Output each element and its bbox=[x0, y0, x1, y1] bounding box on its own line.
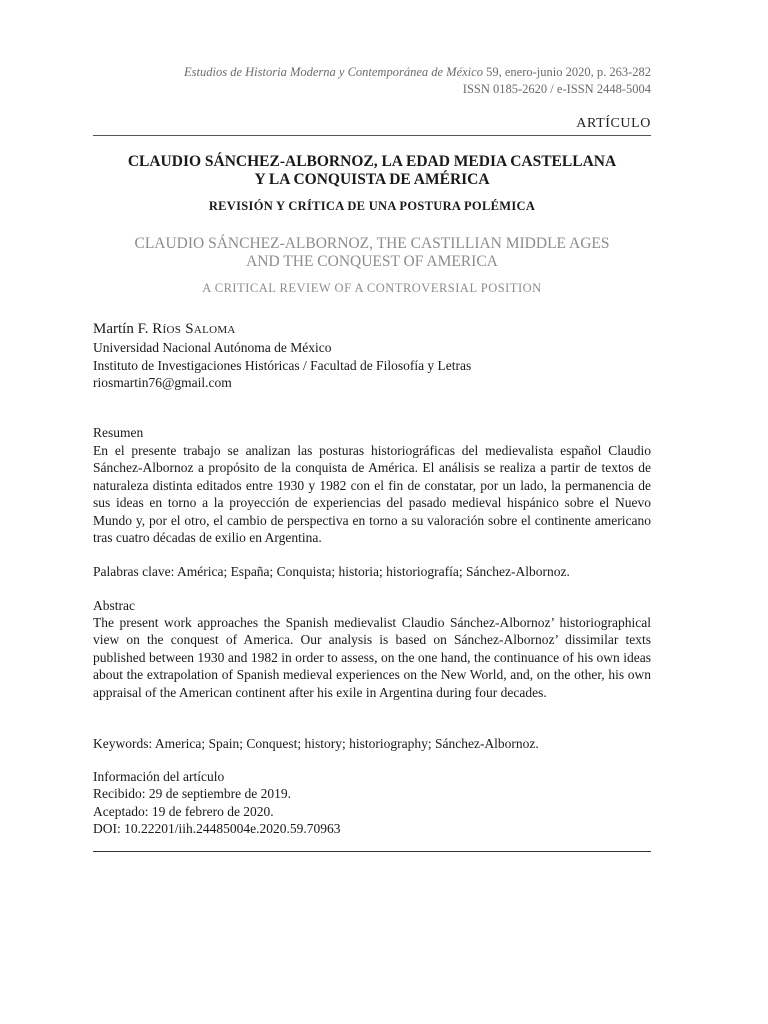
journal-citation-line bbox=[184, 64, 651, 81]
doi: DOI: 10.22201/iih.24485004e.2020.59.70963 bbox=[93, 821, 341, 837]
spanish-title-line-2: Y LA CONQUISTA DE AMÉRICA bbox=[254, 171, 490, 188]
journal-issn: ISSN 0185-2620 / e-ISSN 2448-5004 bbox=[462, 82, 651, 96]
section-label: ARTÍCULO bbox=[576, 116, 651, 131]
palabras-clave: Palabras clave: América; España; Conquista; historia; historiografía; Sánchez-Albornoz. bbox=[93, 564, 570, 579]
abstract-text: The present work approaches the Spanish medievalist Claudio Sánchez-Albornoz’ historiographical view on the conquest of America. Our analysis is based on Sánchez-Albornoz’ dissimilar texts published between 1930 and 1982 in order to assess, on the one hand, the continuance of his own ideas about the extrapolation of Spanish medieval experiences on the New World, and, on the other, his own appraisal of the American continent after his exile in Argentina during four decades. bbox=[93, 615, 651, 700]
resumen-text: En el presente trabajo se analizan las posturas historiográficas del medievalista español Claudio Sánchez-Albornoz a propósito de la conquista de América. El análisis se realiza a partir de textos de naturaleza distinta editados entre 1930 y 1982 con el fin de constatar, por un lado, la permanencia de sus ideas en torno a la proyección de experiencias del pasado medieval hispánico sobre el Nuevo Mundo y, por el otro, el cambio de perspectiva en torno a su valoración sobre el continente americano tras cuatro décadas de exilio en Argentina. bbox=[93, 443, 651, 546]
author-email: riosmartin76@gmail.com bbox=[93, 375, 232, 390]
article-info bbox=[93, 768, 651, 838]
spanish-title-line-1: CLAUDIO SÁNCHEZ-ALBORNOZ, LA EDAD MEDIA CASTELLANA bbox=[127, 153, 617, 170]
resumen-heading: Resumen bbox=[93, 425, 144, 440]
journal-header bbox=[184, 64, 651, 98]
author-surname: Ríos Saloma bbox=[152, 321, 236, 337]
journal-name: Estudios de Historia Moderna y Contemporánea de México bbox=[184, 65, 483, 79]
accepted-date: Aceptado: 19 de febrero de 2020. bbox=[93, 803, 274, 819]
english-subtitle: A CRITICAL REVIEW OF A CONTROVERSIAL POSITION bbox=[202, 281, 542, 295]
author-affiliation-institute: Instituto de Investigaciones Históricas / Facultad de Filosofía y Letras bbox=[93, 357, 472, 373]
footer-divider bbox=[93, 851, 651, 852]
spanish-subtitle: REVISIÓN Y CRÍTICA DE UNA POSTURA POLÉMICA bbox=[208, 199, 536, 213]
english-title-line-2: AND THE CONQUEST OF AMERICA bbox=[246, 253, 498, 270]
spanish-title bbox=[93, 153, 651, 189]
keywords: Keywords: America; Spain; Conquest; history; historiography; Sánchez-Albornoz. bbox=[93, 736, 539, 751]
author-block bbox=[93, 319, 651, 392]
article-info-heading: Información del artículo bbox=[93, 769, 225, 784]
author-affiliation-university: Universidad Nacional Autónoma de México bbox=[93, 340, 332, 355]
abstract-heading: Abstrac bbox=[93, 598, 135, 613]
author-given-name: Martín F. bbox=[93, 321, 153, 337]
english-title bbox=[93, 235, 651, 271]
author-name bbox=[93, 319, 651, 339]
received-date: Recibido: 29 de septiembre de 2019. bbox=[93, 786, 291, 802]
journal-issue-pages: 59, enero-junio 2020, p. 263-282 bbox=[482, 65, 651, 79]
header-divider bbox=[93, 135, 651, 136]
english-title-line-1: CLAUDIO SÁNCHEZ-ALBORNOZ, THE CASTILLIAN MIDDLE AGES bbox=[134, 235, 610, 252]
